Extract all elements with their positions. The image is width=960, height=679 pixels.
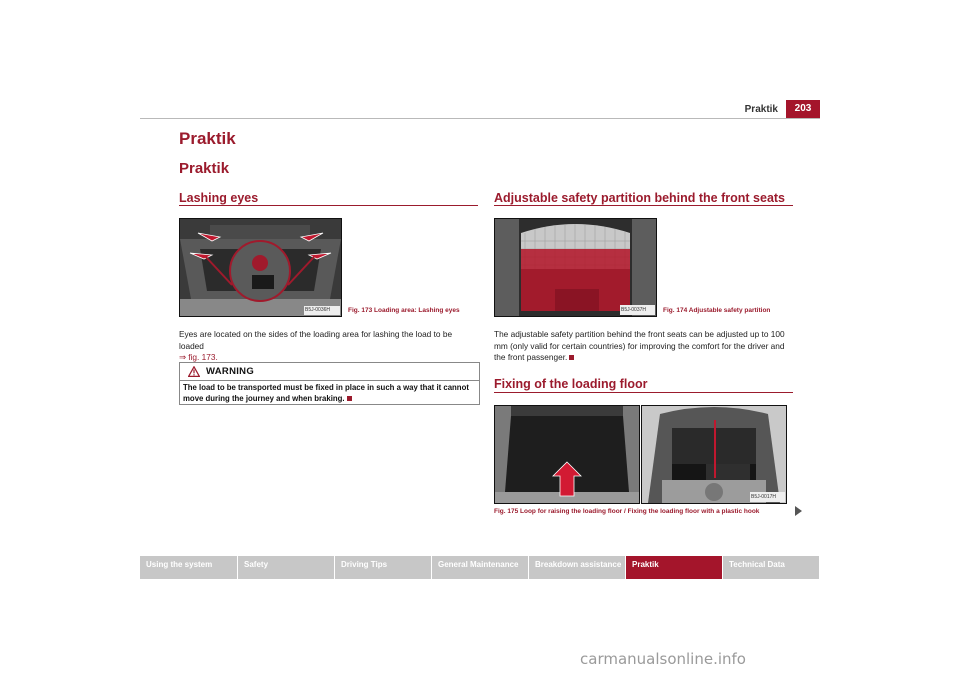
fig-175-right-illustration xyxy=(642,406,786,503)
header-title: Praktik xyxy=(744,104,778,115)
watermark-text: carmanualsonline.info xyxy=(580,650,746,668)
warning-header xyxy=(180,363,479,381)
header-rule xyxy=(140,118,820,119)
fig-174-caption: Fig. 174 Adjustable safety partition xyxy=(663,307,771,314)
nav-tab-technical-data[interactable]: Technical Data xyxy=(722,556,819,579)
lashing-heading-rule xyxy=(179,205,478,206)
lashing-text: Eyes are located on the sides of the loading area for lashing the load to be loaded xyxy=(179,329,453,351)
nav-tab-driving-tips[interactable]: Driving Tips xyxy=(334,556,431,579)
floor-heading: Fixing of the loading floor xyxy=(494,377,648,391)
fig-173-link[interactable]: ⇒ fig. 173. xyxy=(179,352,218,362)
fig-173-illustration xyxy=(180,219,341,316)
fig-174-code: B5J-0037H xyxy=(621,307,647,313)
fig-175-left-illustration xyxy=(495,406,639,503)
chapter-nav xyxy=(140,556,820,579)
partition-text: The adjustable safety partition behind the front seats can be adjusted up to 100 mm (only valid for certain countries) for improving the comfort for the driver and the front passenger. xyxy=(494,329,785,362)
end-mark-icon xyxy=(347,396,352,401)
floor-heading-rule xyxy=(494,392,793,393)
page-number-badge: 203 xyxy=(786,100,820,118)
nav-tab-general-maintenance[interactable]: General Maintenance xyxy=(431,556,528,579)
section-title: Praktik xyxy=(179,160,230,177)
fig-175-caption: Fig. 175 Loop for raising the loading floor / Fixing the loading floor with a plastic hook xyxy=(494,508,760,515)
lashing-paragraph xyxy=(179,329,478,364)
warning-body xyxy=(183,382,476,404)
warning-title: WARNING xyxy=(206,366,255,377)
fig-173-code: B5J-0036H xyxy=(305,307,331,313)
partition-heading: Adjustable safety partition behind the front seats xyxy=(494,191,786,205)
partition-paragraph xyxy=(494,329,793,364)
fig-173-image xyxy=(179,218,342,317)
warning-triangle-icon xyxy=(188,366,200,377)
warning-text: The load to be transported must be fixed in place in such a way that it cannot move during the journey and when braking. xyxy=(183,383,469,403)
end-mark-icon xyxy=(569,355,574,360)
fig-175-code: B5J-0017H xyxy=(751,494,777,500)
nav-tab-praktik[interactable]: Praktik xyxy=(625,556,722,579)
fig-175-right-image xyxy=(641,405,787,504)
fig-175-left-image xyxy=(494,405,640,504)
warning-box xyxy=(179,362,480,405)
fig-174-image xyxy=(494,218,657,317)
fig-174-illustration xyxy=(495,219,656,316)
chapter-title: Praktik xyxy=(179,129,236,148)
nav-tab-safety[interactable]: Safety xyxy=(237,556,334,579)
nav-tab-using-the-system[interactable]: Using the system xyxy=(140,556,237,579)
partition-heading-rule xyxy=(494,205,793,206)
fig-173-caption: Fig. 173 Loading area: Lashing eyes xyxy=(348,307,460,314)
next-page-arrow-icon[interactable] xyxy=(795,506,802,516)
lashing-heading: Lashing eyes xyxy=(179,191,259,205)
nav-tab-breakdown-assistance[interactable]: Breakdown assistance xyxy=(528,556,625,579)
